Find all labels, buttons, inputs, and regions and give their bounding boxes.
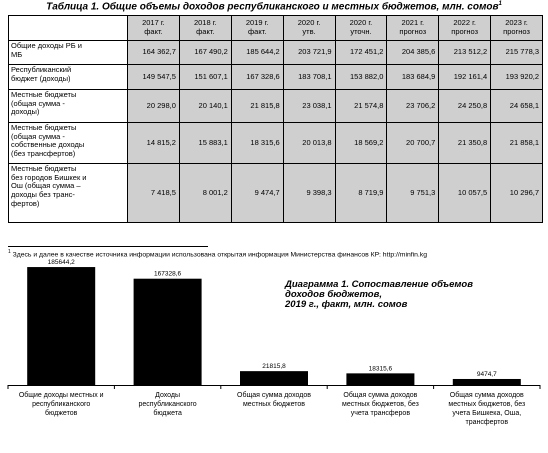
- col-kind: факт.: [196, 27, 215, 36]
- budget-table: [8, 15, 543, 223]
- row-label: [9, 41, 128, 65]
- col-kind: прогноз: [399, 27, 427, 36]
- col-year: 2022 г.: [453, 18, 477, 28]
- row-label: [9, 65, 128, 90]
- table-title: [0, 1, 548, 12]
- chart-title-line: доходов бюджетов,: [285, 289, 382, 300]
- table-cell: 215 778,3: [491, 41, 543, 65]
- category-label: Общие доходы местных и: [18, 392, 104, 399]
- table-cell: 24 658,1: [491, 90, 543, 123]
- table-cell: 18 315,6: [231, 123, 283, 164]
- row-label-line: Республиканский: [11, 65, 72, 74]
- table-cell: 20 700,7: [387, 123, 439, 164]
- col-kind: прогноз: [451, 27, 479, 36]
- category-label: Общая сумма доходов: [237, 392, 311, 399]
- col-header: [128, 16, 180, 41]
- row-label-line: МБ: [11, 49, 23, 59]
- row-label-line: собственные доходы: [11, 140, 85, 150]
- table-cell: 172 451,2: [335, 41, 387, 65]
- chart-bar: [453, 379, 521, 385]
- category-label: бюджета: [153, 410, 182, 417]
- col-header: [179, 16, 231, 41]
- footnote-text: Здесь и далее в качестве источника информации использована открытая информация Министерства финансов КР: http://minfin.kg: [12, 251, 427, 259]
- table-cell: 185 644,2: [231, 41, 283, 65]
- table-cell: 21 815,8: [231, 90, 283, 123]
- table-cell: 21 858,1: [491, 123, 543, 164]
- table-cell: 18 569,2: [335, 123, 387, 164]
- col-year: 2018 г.: [193, 18, 217, 28]
- chart-bar: [240, 371, 308, 385]
- revenue-bar-chart: [0, 258, 548, 453]
- col-kind: прогноз: [503, 27, 530, 36]
- table-cell: 151 607,1: [179, 65, 231, 90]
- row-label-line: фертов): [11, 198, 40, 208]
- col-kind: факт.: [144, 27, 163, 36]
- row-label-line: Местные бюджеты: [11, 90, 77, 99]
- col-year: 2021 г.: [401, 18, 425, 28]
- row-label-line: (без трансфертов): [11, 148, 76, 158]
- category-label: трансфертов: [465, 419, 509, 426]
- col-header: [231, 16, 283, 41]
- bar-value-label: 21815,8: [262, 363, 286, 371]
- category-label: Доходы: [155, 392, 181, 399]
- row-label-line: Местные бюджеты: [11, 123, 77, 132]
- chart-bar: [346, 373, 414, 385]
- row-label: [9, 123, 128, 164]
- table-cell: 20 298,0: [128, 90, 180, 123]
- category-label: учета трансферов: [350, 410, 411, 417]
- table-cell: 15 883,1: [179, 123, 231, 164]
- chart-title-line: 2019 г., факт, млн. сомов: [285, 299, 408, 310]
- category-label: местных бюджетов, без: [342, 401, 419, 408]
- table-cell: 213 512,2: [439, 41, 491, 65]
- row-label-line: без городов Бишкек и: [11, 172, 87, 182]
- category-label: Общая сумма доходов: [449, 392, 524, 399]
- table-cell: 7 418,5: [128, 164, 180, 223]
- col-year: 2020 г.: [297, 18, 321, 28]
- col-header: [439, 16, 491, 41]
- chart-title-line: Диаграмма 1. Сопоставление объемов: [285, 279, 473, 290]
- col-header: [283, 16, 335, 41]
- col-kind: утв.: [302, 27, 316, 36]
- row-label-line: (общая сумма -: [11, 98, 65, 108]
- table-cell: 203 721,9: [283, 41, 335, 65]
- category-label: республиканского: [32, 401, 91, 408]
- table-title-text: Таблица 1. Общие объемы доходов республиканского и местных бюджетов, млн. сомов: [46, 1, 499, 13]
- table-cell: 193 920,2: [491, 65, 543, 90]
- row-label-line: Местные бюджеты: [11, 164, 77, 173]
- table-cell: 20 140,1: [179, 90, 231, 123]
- bar-value-label: 9474,7: [476, 370, 497, 378]
- category-label: республиканского: [138, 401, 197, 408]
- table-cell: 23 706,2: [387, 90, 439, 123]
- table-row: [9, 65, 543, 90]
- bar-value-label: 167328,6: [154, 270, 182, 278]
- category-label: бюджетов: [45, 410, 78, 417]
- table-cell: 9 751,3: [387, 164, 439, 223]
- table-cell: 153 882,0: [335, 65, 387, 90]
- footnote: [8, 249, 548, 258]
- col-year: 2023 г.: [505, 18, 528, 28]
- footnote-marker: 1: [8, 249, 11, 255]
- bar-value-label: 185644,2: [47, 259, 75, 267]
- table-cell: 24 250,8: [439, 90, 491, 123]
- table-cell: 192 161,4: [439, 65, 491, 90]
- table-cell: 183 684,9: [387, 65, 439, 90]
- chart-bar: [134, 279, 202, 385]
- category-label: местных бюджетов: [242, 401, 306, 408]
- row-label-line: бюджет (доходы): [11, 73, 71, 83]
- row-label: [9, 90, 128, 123]
- col-kind: факт.: [247, 27, 267, 36]
- table-cell: 8 001,2: [179, 164, 231, 223]
- table-cell: 21 574,8: [335, 90, 387, 123]
- category-label: Общая сумма доходов: [343, 392, 418, 399]
- table-row: [9, 41, 543, 65]
- table-cell: 23 038,1: [283, 90, 335, 123]
- table-cell: 21 350,8: [439, 123, 491, 164]
- col-year: 2020 г.: [349, 18, 373, 28]
- table-cell: 183 708,1: [283, 65, 335, 90]
- table-row: [9, 123, 543, 164]
- col-header: [387, 16, 439, 41]
- table-cell: 8 719,9: [335, 164, 387, 223]
- category-label: местных бюджетов, без: [448, 401, 526, 408]
- table-cell: 10 296,7: [491, 164, 543, 223]
- table-cell: 204 385,6: [387, 41, 439, 65]
- col-header: [491, 16, 543, 41]
- footnote-rule: [8, 246, 208, 247]
- header-corner: [9, 16, 128, 41]
- row-label-line: Ош (общая сумма –: [11, 181, 81, 191]
- table-row: [9, 90, 543, 123]
- row-label-line: доходы): [11, 107, 40, 117]
- row-label-line: доходы без транс-: [11, 189, 75, 199]
- col-year: 2017 г.: [142, 18, 165, 28]
- table-title-note: 1: [498, 1, 502, 7]
- row-label-line: (общая сумма -: [11, 131, 65, 141]
- col-header: [335, 16, 387, 41]
- table-cell: 20 013,8: [283, 123, 335, 164]
- category-label: учета Бишкека, Оша,: [452, 410, 522, 417]
- table-cell: 167 328,6: [231, 65, 283, 90]
- row-label: [9, 164, 128, 223]
- col-year: 2019 г.: [245, 18, 269, 28]
- col-kind: уточн.: [350, 27, 372, 36]
- table-cell: 149 547,5: [128, 65, 180, 90]
- chart-bar: [27, 267, 95, 385]
- table-row: [9, 164, 543, 223]
- table-cell: 164 362,7: [128, 41, 180, 65]
- bar-value-label: 18315,6: [368, 365, 393, 373]
- header-row: [9, 16, 543, 41]
- table-cell: 10 057,5: [439, 164, 491, 223]
- table-cell: 167 490,2: [179, 41, 231, 65]
- table-cell: 9 474,7: [231, 164, 283, 223]
- table-cell: 9 398,3: [283, 164, 335, 223]
- table-cell: 14 815,2: [128, 123, 180, 164]
- row-label-line: Общие доходы РБ и: [11, 41, 82, 50]
